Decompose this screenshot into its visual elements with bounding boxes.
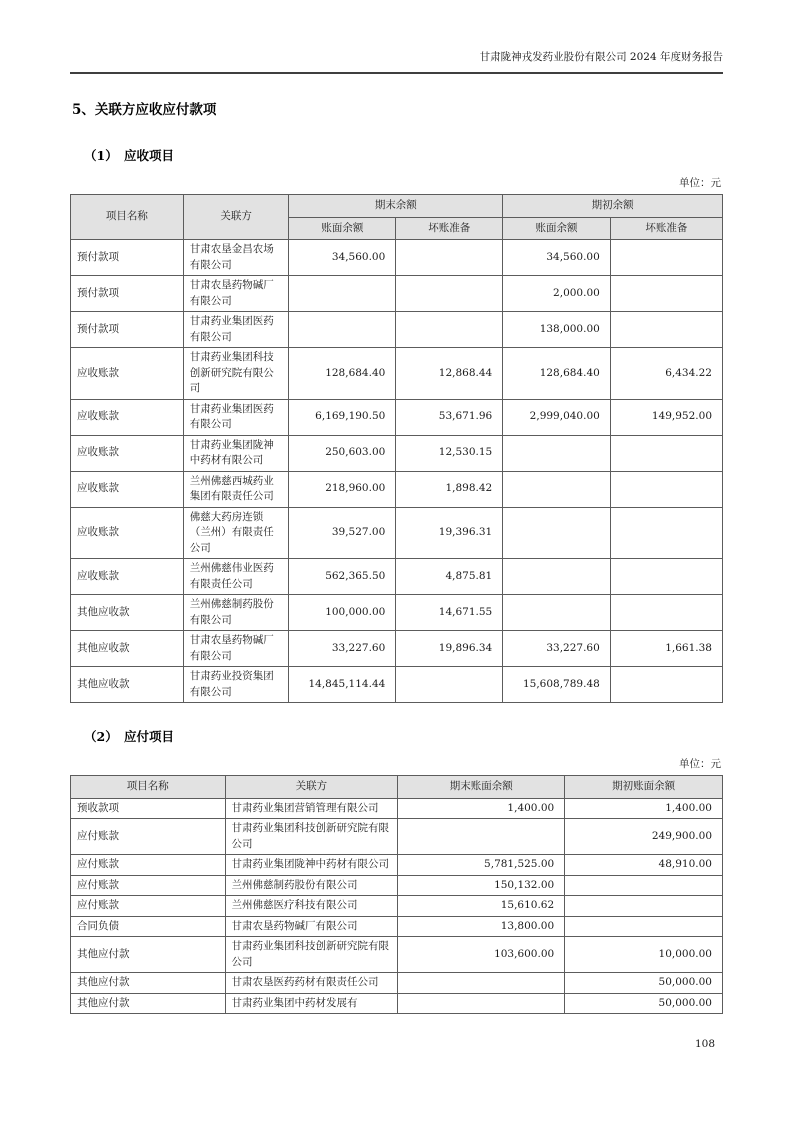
table-cell: 19,396.31 (396, 507, 503, 559)
unit-label-receivables: 单位：元 (679, 177, 721, 189)
table-cell (396, 312, 503, 348)
table-row (71, 399, 723, 435)
table-cell: 4,875.81 (396, 559, 503, 595)
payables-table-body (71, 798, 723, 1014)
table-cell: 6,434.22 (610, 348, 722, 400)
table-cell: 其他应收款 (71, 631, 184, 667)
table-row (71, 855, 723, 876)
table-cell: 应付账款 (71, 875, 226, 896)
table-cell: 应收账款 (71, 559, 184, 595)
table-cell: 应收账款 (71, 471, 184, 507)
table-cell: 甘肃农垦药物碱厂有限公司 (183, 276, 289, 312)
table-cell: 50,000.00 (565, 993, 723, 1014)
table-row (71, 631, 723, 667)
table-row (71, 240, 723, 276)
table-cell: 应付账款 (71, 819, 226, 855)
table-cell: 100,000.00 (289, 595, 396, 631)
table-cell (610, 471, 722, 507)
table-cell (610, 595, 722, 631)
table-row (71, 993, 723, 1014)
table-row (71, 937, 723, 973)
table-cell (398, 973, 565, 994)
table-cell: 应收账款 (71, 348, 184, 400)
col-header-book-balance-begin: 账面余额 (503, 217, 611, 240)
table-cell (610, 312, 722, 348)
table-cell (396, 240, 503, 276)
table-cell: 1,400.00 (398, 798, 565, 819)
table-cell (610, 667, 722, 703)
payables-table (70, 775, 723, 1014)
table-cell: 应收账款 (71, 399, 184, 435)
table-cell (396, 276, 503, 312)
col-group-beginning-balance: 期初余额 (503, 195, 723, 218)
table-row (71, 667, 723, 703)
table-row (71, 471, 723, 507)
table-cell: 2,000.00 (503, 276, 611, 312)
table-cell: 甘肃药业集团科技创新研究院有限公司 (225, 819, 398, 855)
table-row (71, 819, 723, 855)
page-number: 108 (694, 1038, 715, 1050)
table-cell: 甘肃药业集团科技创新研究院有限公司 (225, 937, 398, 973)
table-cell: 预付款项 (71, 276, 184, 312)
table-cell: 249,900.00 (565, 819, 723, 855)
table-cell: 14,845,114.44 (289, 667, 396, 703)
table-cell: 34,560.00 (289, 240, 396, 276)
table-cell: 其他应收款 (71, 667, 184, 703)
table-cell (565, 896, 723, 917)
document-header-title: 甘肃陇神戎发药业股份有限公司 2024 年度财务报告 (479, 51, 723, 63)
col-header-item-name: 项目名称 (71, 776, 226, 799)
table-cell: 预付款项 (71, 312, 184, 348)
col-header-beginning-book-balance: 期初账面余额 (565, 776, 723, 799)
col-group-ending-balance: 期末余额 (289, 195, 503, 218)
table-cell (503, 559, 611, 595)
table-cell: 13,800.00 (398, 916, 565, 937)
table-cell: 33,227.60 (503, 631, 611, 667)
table-cell (610, 240, 722, 276)
table-cell: 5,781,525.00 (398, 855, 565, 876)
table-cell: 其他应付款 (71, 973, 226, 994)
table-cell: 预收款项 (71, 798, 226, 819)
table-cell: 34,560.00 (503, 240, 611, 276)
table-row (71, 916, 723, 937)
col-header-book-balance-end: 账面余额 (289, 217, 396, 240)
table-cell: 应付账款 (71, 855, 226, 876)
table-cell: 甘肃药业集团医药有限公司 (183, 399, 289, 435)
table-cell (610, 276, 722, 312)
table-row (71, 559, 723, 595)
table-cell: 1,661.38 (610, 631, 722, 667)
table-cell: 兰州佛慈伟业医药有限责任公司 (183, 559, 289, 595)
table-cell: 2,999,040.00 (503, 399, 611, 435)
table-cell: 甘肃农垦药物碱厂有限公司 (225, 916, 398, 937)
table-cell: 12,868.44 (396, 348, 503, 400)
table-cell: 应收账款 (71, 507, 184, 559)
table-cell (289, 312, 396, 348)
table-cell: 兰州佛慈医疗科技有限公司 (225, 896, 398, 917)
section-title: 5、关联方应收应付款项 (72, 102, 217, 118)
table-cell (503, 595, 611, 631)
table-cell: 128,684.40 (503, 348, 611, 400)
table-cell: 19,896.34 (396, 631, 503, 667)
table-cell (289, 276, 396, 312)
table-cell (398, 819, 565, 855)
table-cell (610, 435, 722, 471)
table-cell: 佛慈大药房连锁（兰州）有限责任公司 (183, 507, 289, 559)
col-header-ending-book-balance: 期末账面余额 (398, 776, 565, 799)
table-row (71, 276, 723, 312)
header-divider-rule (70, 72, 723, 74)
unit-label-payables: 单位：元 (679, 758, 721, 770)
table-row (71, 348, 723, 400)
table-cell: 甘肃药业集团陇神中药材有限公司 (225, 855, 398, 876)
table-cell: 149,952.00 (610, 399, 722, 435)
table-cell: 预付款项 (71, 240, 184, 276)
table-cell: 合同负债 (71, 916, 226, 937)
table-cell: 50,000.00 (565, 973, 723, 994)
table-cell: 33,227.60 (289, 631, 396, 667)
table-cell (398, 993, 565, 1014)
table-row (71, 507, 723, 559)
col-header-bad-debt-begin: 坏账准备 (610, 217, 722, 240)
table-row (71, 973, 723, 994)
table-cell: 甘肃药业集团陇神中药材有限公司 (183, 435, 289, 471)
col-header-related-party: 关联方 (183, 195, 289, 240)
table-cell: 甘肃农垦金昌农场有限公司 (183, 240, 289, 276)
table-cell: 12,530.15 (396, 435, 503, 471)
table-cell: 甘肃药业集团医药有限公司 (183, 312, 289, 348)
receivables-table-body (71, 240, 723, 703)
table-cell: 48,910.00 (565, 855, 723, 876)
table-cell: 甘肃药业投资集团有限公司 (183, 667, 289, 703)
table-cell (565, 875, 723, 896)
table-row (71, 435, 723, 471)
table-row (71, 595, 723, 631)
table-cell: 其他应付款 (71, 937, 226, 973)
table-cell: 128,684.40 (289, 348, 396, 400)
subsection-title-payables: （2） 应付项目 (84, 729, 174, 744)
table-cell: 150,132.00 (398, 875, 565, 896)
table-row (71, 896, 723, 917)
table-cell: 兰州佛慈西城药业集团有限责任公司 (183, 471, 289, 507)
table-cell: 14,671.55 (396, 595, 503, 631)
table-cell (396, 667, 503, 703)
table-cell: 甘肃药业集团营销管理有限公司 (225, 798, 398, 819)
table-cell: 562,365.50 (289, 559, 396, 595)
table-cell: 1,898.42 (396, 471, 503, 507)
table-cell: 其他应收款 (71, 595, 184, 631)
table-cell: 兰州佛慈制药股份有限公司 (183, 595, 289, 631)
table-cell (610, 507, 722, 559)
receivables-table-header (71, 195, 723, 240)
table-cell: 应收账款 (71, 435, 184, 471)
subsection-title-receivables: （1） 应收项目 (84, 148, 174, 163)
table-row (71, 312, 723, 348)
table-cell: 甘肃药业集团科技创新研究院有限公司 (183, 348, 289, 400)
table-cell (503, 507, 611, 559)
table-cell: 1,400.00 (565, 798, 723, 819)
table-cell: 15,608,789.48 (503, 667, 611, 703)
table-row (71, 875, 723, 896)
col-header-bad-debt-end: 坏账准备 (396, 217, 503, 240)
table-cell: 103,600.00 (398, 937, 565, 973)
table-cell: 53,671.96 (396, 399, 503, 435)
table-cell: 应付账款 (71, 896, 226, 917)
table-cell: 甘肃农垦药物碱厂有限公司 (183, 631, 289, 667)
col-header-related-party: 关联方 (225, 776, 398, 799)
table-cell (565, 916, 723, 937)
table-cell (610, 559, 722, 595)
table-cell: 15,610.62 (398, 896, 565, 917)
table-cell: 138,000.00 (503, 312, 611, 348)
table-cell: 其他应付款 (71, 993, 226, 1014)
table-cell (503, 471, 611, 507)
table-cell: 甘肃农垦医药药材有限责任公司 (225, 973, 398, 994)
receivables-table (70, 194, 723, 703)
table-cell: 218,960.00 (289, 471, 396, 507)
table-cell: 39,527.00 (289, 507, 396, 559)
table-cell: 甘肃药业集团中药材发展有 (225, 993, 398, 1014)
table-cell: 10,000.00 (565, 937, 723, 973)
table-cell: 6,169,190.50 (289, 399, 396, 435)
table-cell (503, 435, 611, 471)
table-cell: 250,603.00 (289, 435, 396, 471)
payables-table-header (71, 776, 723, 799)
col-header-item-name: 项目名称 (71, 195, 184, 240)
table-cell: 兰州佛慈制药股份有限公司 (225, 875, 398, 896)
table-row (71, 798, 723, 819)
